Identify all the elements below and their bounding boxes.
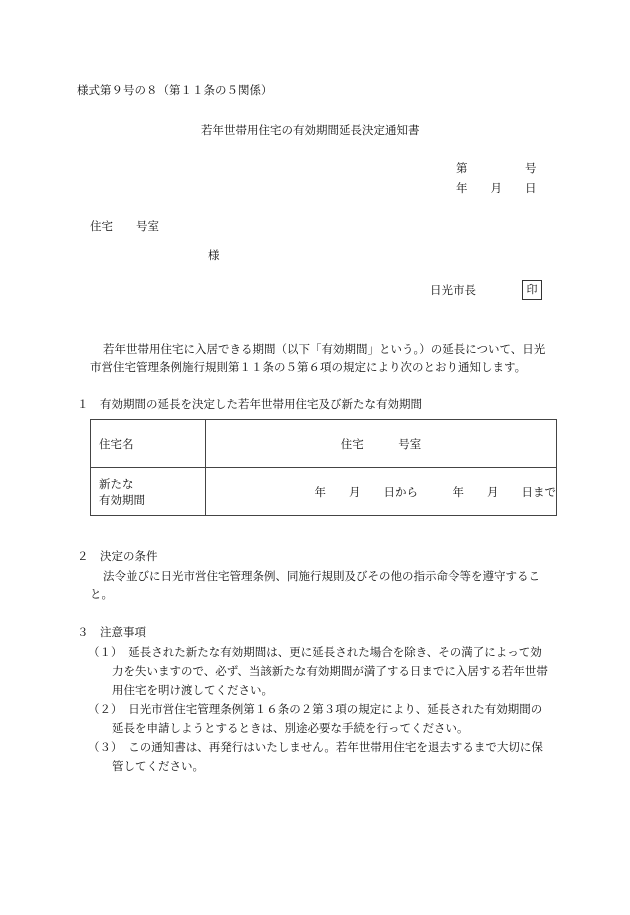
intro-line-1: 若年世帯用住宅に入居できる期間（以下「有効期間」という。）の延長について、日光 (103, 342, 546, 356)
section-3-heading: ３ 注意事項 (77, 625, 146, 639)
table-row (91, 420, 557, 468)
housing-name-value-cell (206, 420, 557, 468)
document-title: 若年世帯用住宅の有効期間延長決定通知書 (201, 123, 420, 137)
housing-name-label: 住宅名 (99, 436, 134, 451)
section-2-line-1: 法令並びに日光市営住宅管理条例、同施行規則及びその他の指示命令等を遵守するこ (103, 569, 540, 583)
issuer-name: 日光市長 (430, 283, 476, 297)
note-2-line-1: （２） 日光市営住宅管理条例第１６条の２第３項の規定により、延長された有効期間の (88, 702, 543, 716)
recipient-honorific: 様 (208, 248, 220, 262)
intro-line-2: 市営住宅管理条例施行規則第１１条の５第６項の規定により次のとおり通知します。 (90, 360, 527, 374)
housing-name-label-cell (91, 420, 206, 468)
new-period-label-line-2: 有効期間 (99, 492, 145, 507)
note-1-line-3: 用住宅を明け渡してください。 (112, 683, 273, 697)
section-2-line-2: と。 (90, 587, 113, 601)
note-3-line-1: （３） この通知書は、再発行はいたしません。若年世帯用住宅を退去するまで大切に保 (88, 740, 543, 754)
new-period-value-cell (206, 468, 557, 516)
recipient-room: 住宅 号室 (90, 219, 159, 233)
form-id: 様式第９号の８（第１１条の５関係） (77, 83, 273, 97)
document-number: 第 号 (456, 161, 537, 175)
new-period-label-cell (91, 468, 206, 516)
note-2-line-2: 延長を申請しようとするときは、別途必要な手続を行ってください。 (112, 721, 469, 735)
new-period-value: 年 月 日から 年 月 日まで (314, 484, 556, 499)
table-row (91, 468, 557, 516)
note-3-line-2: 管してください。 (112, 759, 204, 773)
new-period-label-line-1: 新たな (99, 476, 134, 491)
section-1-heading: １ 有効期間の延長を決定した若年世帯用住宅及び新たな有効期間 (77, 397, 422, 411)
housing-name-value: 住宅 号室 (340, 436, 422, 451)
note-1-line-1: （１） 延長された新たな有効期間は、更に延長された場合を除き、その満了によって効 (88, 645, 542, 659)
seal-stamp: 印 (522, 280, 542, 300)
section-2-heading: ２ 決定の条件 (77, 549, 158, 563)
note-1-line-2: 力を失いますので、必ず、当該新たな有効期間が満了する日までに入居する若年世帯 (112, 664, 548, 678)
issue-date: 年 月 日 (456, 181, 537, 195)
validity-table (90, 419, 557, 516)
